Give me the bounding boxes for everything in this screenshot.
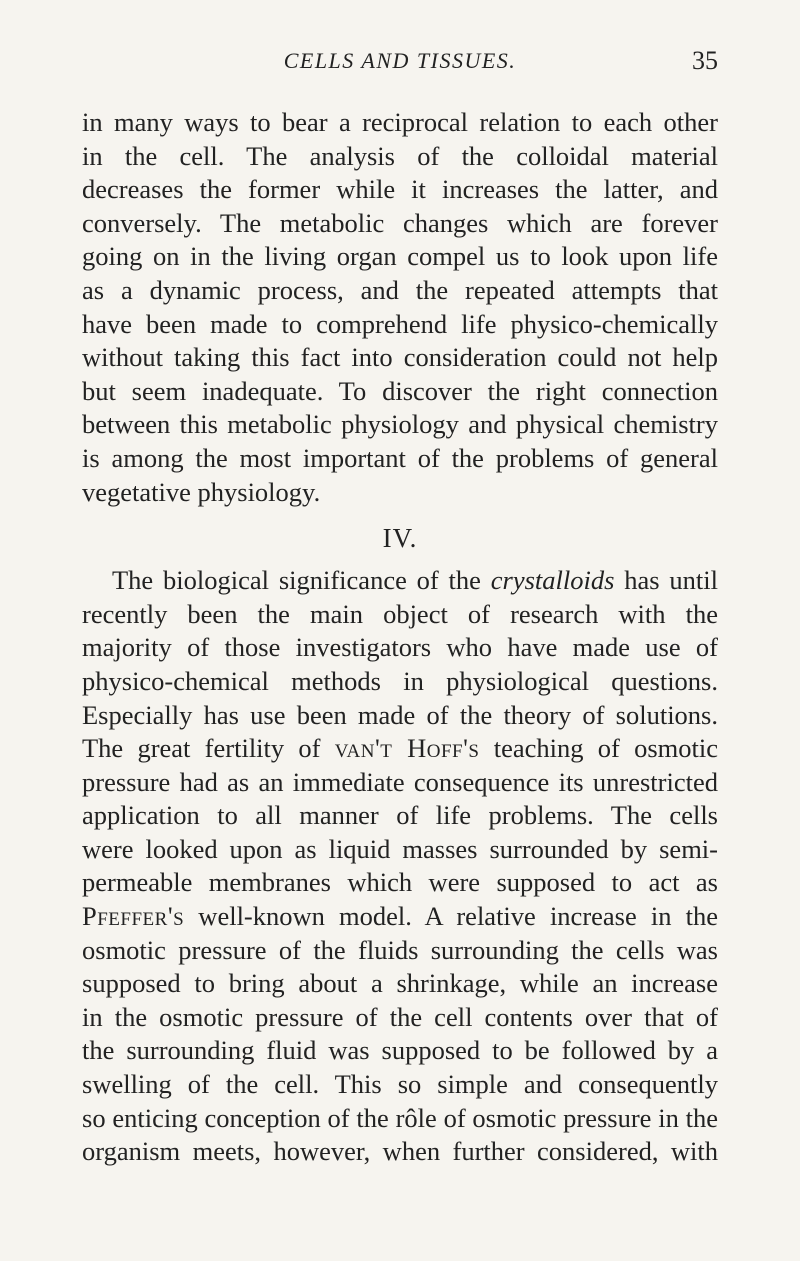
author-name: Pfeffer's <box>82 901 185 932</box>
text-line: vegetative physiology. <box>82 476 321 507</box>
text-line: Especially has use been made of the theory of solutions. <box>82 699 718 730</box>
paragraph-1 <box>82 106 718 509</box>
running-head-title: CELLS AND TISSUES. <box>283 48 517 73</box>
text-line: as a dynamic process, and the repeated attempts that <box>82 274 718 305</box>
italic-term: crystalloids <box>490 565 615 596</box>
paragraph-2 <box>82 564 718 1169</box>
text-line: in the cell. The analysis of the colloidal material <box>82 140 718 171</box>
text-line: recently been the main object of research with the <box>82 598 718 629</box>
text-line: swelling of the cell. This so simple and consequently <box>82 1069 718 1100</box>
text-line: osmotic pressure of the fluids surrounding the cells was <box>82 934 718 965</box>
text-line: the surrounding fluid was supposed to be followed by a <box>82 1035 718 1066</box>
text-line: without taking this fact into consideration could not help <box>82 342 718 373</box>
text-line: in many ways to bear a reciprocal relation to each other <box>82 107 718 137</box>
text-line: between this metabolic physiology and physical chemistry <box>82 409 718 440</box>
text-segment: well-known model. A relative increase in the <box>184 901 718 932</box>
page-number: 35 <box>692 46 718 75</box>
author-name: van't Hoff's <box>334 733 480 764</box>
text-line: application to all manner of life problems. The cells <box>82 800 718 831</box>
text-line: pressure had as an immediate consequence its unrestricted <box>82 766 718 797</box>
text-line: decreases the former while it increases the latter, and <box>82 174 718 205</box>
text-line <box>82 732 718 766</box>
text-line: organism meets, however, when further considered, with <box>82 1136 718 1167</box>
text-line: were looked upon as liquid masses surrounded by semi- <box>82 833 718 864</box>
text-line: is among the most important of the problems of general <box>82 442 718 473</box>
text-line: majority of those investigators who have made use of <box>82 632 718 663</box>
text-line <box>82 564 718 598</box>
text-line: going on in the living organ compel us to look upon life <box>82 241 718 272</box>
text-line: permeable membranes which were supposed to act as <box>82 867 718 898</box>
text-line: so enticing conception of the rôle of osmotic pressure in the <box>82 1102 718 1133</box>
text-segment: teaching of osmotic <box>479 733 719 764</box>
text-line <box>82 900 718 934</box>
text-segment: The biological significance of the <box>112 565 491 596</box>
section-heading: IV. <box>382 523 418 554</box>
text-segment: has until <box>614 565 718 596</box>
text-line: in the osmotic pressure of the cell contents over that of <box>82 1001 718 1032</box>
text-line: physico-chemical methods in physiological questions. <box>82 665 718 696</box>
running-head <box>82 44 718 80</box>
text-line: but seem inadequate. To discover the right connection <box>82 375 718 406</box>
text-line: have been made to comprehend life physico-chemically <box>82 308 718 339</box>
book-page <box>82 0 718 1169</box>
text-segment: The great fertility of <box>82 733 335 764</box>
text-line: conversely. The metabolic changes which are forever <box>82 207 718 238</box>
text-line: supposed to bring about a shrinkage, while an increase <box>82 968 718 999</box>
